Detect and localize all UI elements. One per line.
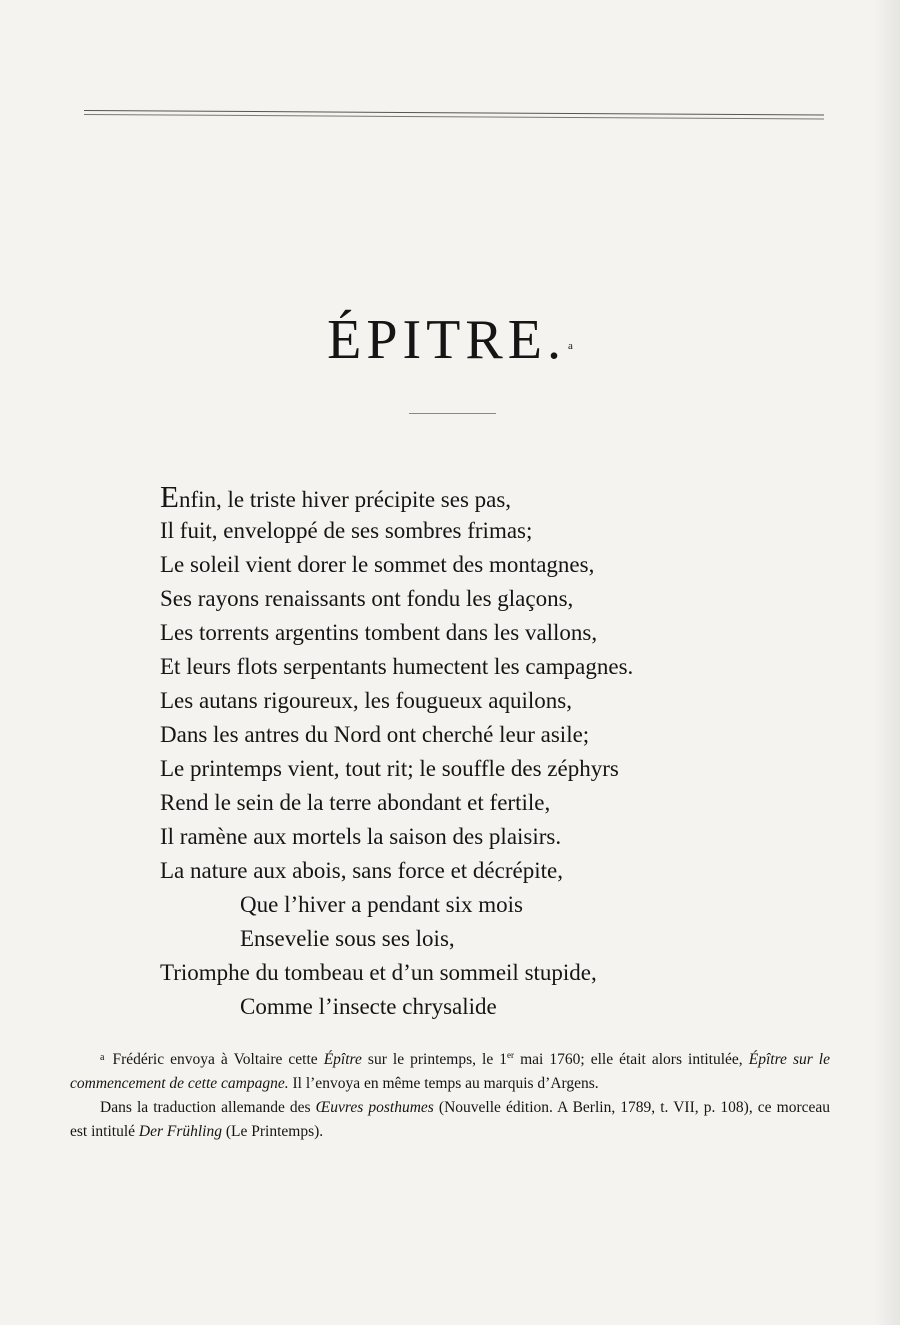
footnote-text: mai 1760; elle était alors intitulée, [514, 1051, 749, 1069]
footnote-italic-text: Der Frühling [138, 1123, 222, 1141]
poem-line: Les autans rigoureux, les fougueux aquilons, [160, 688, 572, 713]
footnote-italic-text: Épître [323, 1051, 362, 1069]
footnote-superscript: er [507, 1050, 515, 1060]
poem-line: Les torrents argentins tombent dans les vallons, [160, 620, 598, 645]
header-double-rule [84, 110, 824, 122]
footnote-text: Dans la traduction allemande des [100, 1099, 316, 1117]
title-text: ÉPITRE. [327, 309, 566, 371]
poem-line: Triomphe du tombeau et d’un sommeil stupide, [160, 960, 597, 985]
page-edge-shadow [874, 0, 900, 1325]
poem-line-indented: Que l’hiver a pendant six mois [240, 892, 523, 917]
title-footnote-marker: a [567, 340, 573, 352]
footnote-text: sur le printemps, le 1 [361, 1051, 508, 1069]
footnote-italic-text: Épître sur le commencement de cette campagne. [70, 1051, 830, 1093]
poem-line: Et leurs flots serpentants humectent les campagnes. [160, 654, 634, 679]
footnote-italic-text: Œuvres posthumes [315, 1099, 434, 1117]
poem-body [160, 480, 800, 1024]
poem-line: Il fuit, enveloppé de ses sombres frimas; [160, 518, 533, 543]
title-divider [409, 413, 496, 414]
poem-line-indented: Ensevelie sous ses lois, [240, 926, 455, 951]
footnote-marker: a [100, 1052, 105, 1063]
footnote-text: Il l’envoya en même temps au marquis d’Argens. [288, 1075, 599, 1093]
poem-line: Dans les antres du Nord ont cherché leur asile; [160, 722, 590, 747]
poem-line-indented: Comme l’insecte chrysalide [240, 994, 497, 1019]
footnote-text: (Nouvelle édition. A Berlin, 1789, t. VII, p. 108), ce morceau est intitulé [70, 1099, 831, 1141]
poem-line: La nature aux abois, sans force et décrépite, [160, 858, 563, 883]
footnote-text: (Le Printemps). [221, 1123, 324, 1141]
page-title [0, 308, 900, 372]
footnotes [70, 1043, 830, 1144]
poem-line: Le printemps vient, tout rit; le souffle des zéphyrs [160, 756, 619, 781]
footnote-paragraph-1 [70, 1043, 830, 1096]
first-line-text: nfin, le triste hiver précipite ses pas, [178, 487, 512, 512]
footnote-paragraph-2 [70, 1096, 830, 1144]
poem-line: Le soleil vient dorer le sommet des montagnes, [160, 552, 595, 577]
footnote-text: Frédéric envoya à Voltaire cette [112, 1051, 324, 1069]
poem-line: Il ramène aux mortels la saison des plaisirs. [160, 824, 562, 849]
initial-letter: E [160, 479, 179, 514]
poem-line: Rend le sein de la terre abondant et fertile, [160, 790, 551, 815]
poem-line [160, 480, 800, 514]
poem-line: Ses rayons renaissants ont fondu les glaçons, [160, 586, 574, 611]
